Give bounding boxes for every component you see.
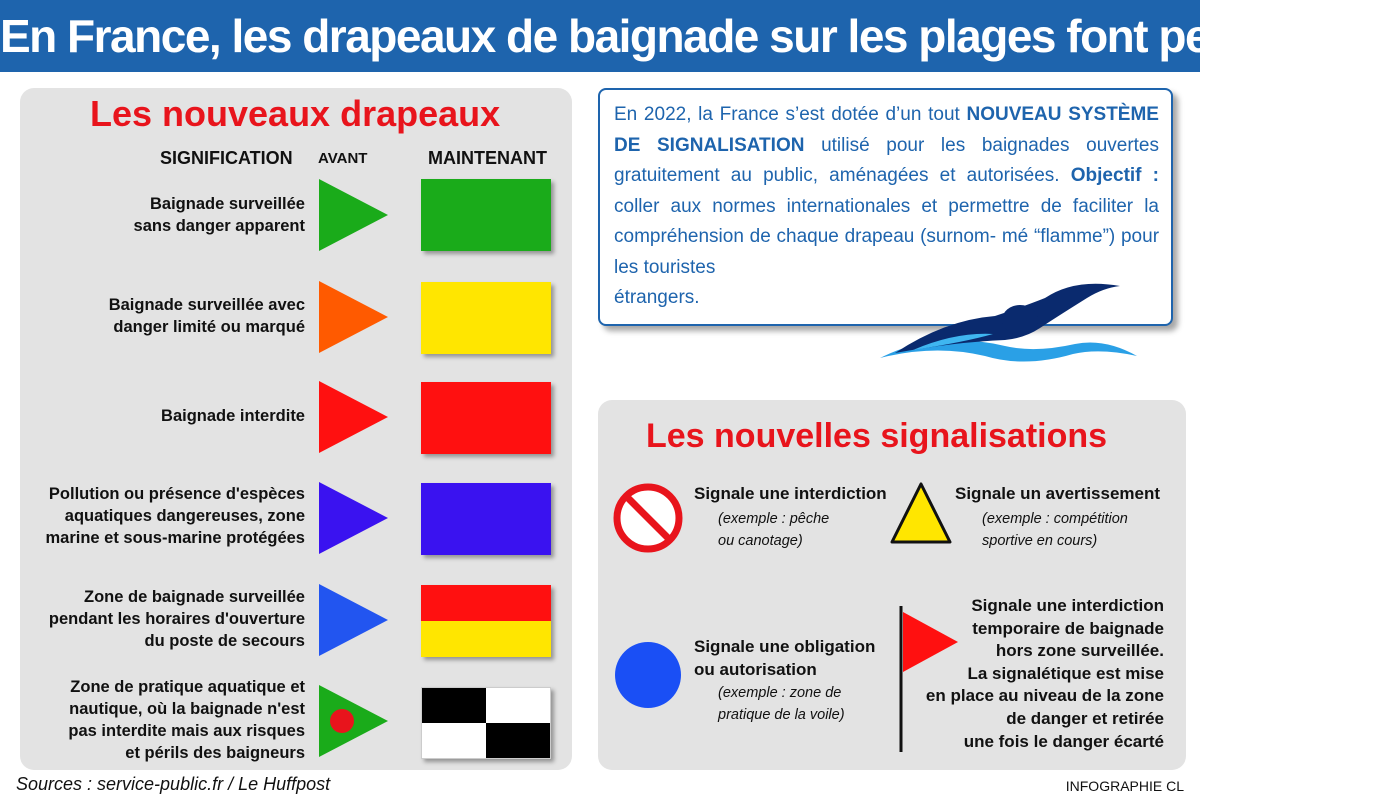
col-avant: AVANT <box>318 150 368 167</box>
row-label-4: Pollution ou présence d'espèces aquatiques dangereuses, zone marine et sous-marine protégées <box>45 485 305 547</box>
interdiction-title: Signale une interdiction <box>694 484 887 503</box>
temporaire-text: Signale une interdiction temporaire de baignade hors zone surveillée. La signalétique est mise en place au niveau de la zone de danger et retirée une fois le danger écarté <box>925 596 1164 751</box>
row-label-1: Baignade surveillée sans danger apparent <box>133 195 305 235</box>
flag-before-orange <box>318 280 390 355</box>
obligation-example: (exemple : zone de pratique de la voile) <box>718 685 845 723</box>
col-signification: SIGNIFICATION <box>160 148 293 168</box>
row-label-2: Baignade surveillée avec danger limité ou marqué <box>108 296 305 336</box>
flag-now-checkered <box>421 687 551 759</box>
blue-circle-icon <box>613 640 683 710</box>
col-maintenant: MAINTENANT <box>428 148 547 168</box>
signals-heading: Les nouvelles signalisations <box>646 417 1108 455</box>
row-label-6: Zone de pratique aquatique et nautique, où la baignade n'est pas interdite mais aux risques et périls des baigneurs <box>68 678 305 762</box>
flag-now-red-yellow <box>421 585 551 657</box>
obligation-title: Signale une obligation ou autorisation <box>694 637 876 679</box>
flags-heading: Les nouveaux drapeaux <box>90 93 501 134</box>
avertissement-title: Signale un avertissement <box>955 484 1161 503</box>
prohibition-icon <box>612 482 684 554</box>
flag-before-purple <box>318 481 390 556</box>
flag-before-green <box>318 178 390 253</box>
interdiction-example: (exemple : pêche ou canotage) <box>718 511 830 549</box>
row-label-3: Baignade interdite <box>161 407 305 425</box>
avertissement-example: (exemple : compétition sportive en cours) <box>982 511 1128 549</box>
flag-before-blue <box>318 583 390 658</box>
flag-now-red <box>421 382 551 454</box>
sources: Sources : service-public.fr / Le Huffpost <box>16 774 331 794</box>
flag-before-green-dot <box>318 684 390 759</box>
warning-triangle-icon <box>889 480 953 546</box>
flag-before-red <box>318 380 390 455</box>
page-title: En France, les drapeaux de baignade sur les plages font peau neuve <box>0 0 1200 72</box>
row-label-5: Zone de baignade surveillée pendant les horaires d'ouverture du poste de secours <box>48 588 305 650</box>
flag-now-purple <box>421 483 551 555</box>
swimmer-icon <box>875 258 1140 378</box>
credit: INFOGRAPHIE CL <box>1065 778 1184 794</box>
flag-now-green <box>421 179 551 251</box>
info-box: En 2022, la France s’est dotée d’un tout NOUVEAU SYSTÈME DE SIGNALISATION utilisé pour les baignades ouvertes gratuitement au public, aménagées et autorisées. Objectif : coller aux normes internationales et permettre de faciliter la compréhension de chaque drapeau (surnom- mé “flamme”) pour les touristes étrangers. <box>598 88 1173 326</box>
flag-now-yellow <box>421 282 551 354</box>
